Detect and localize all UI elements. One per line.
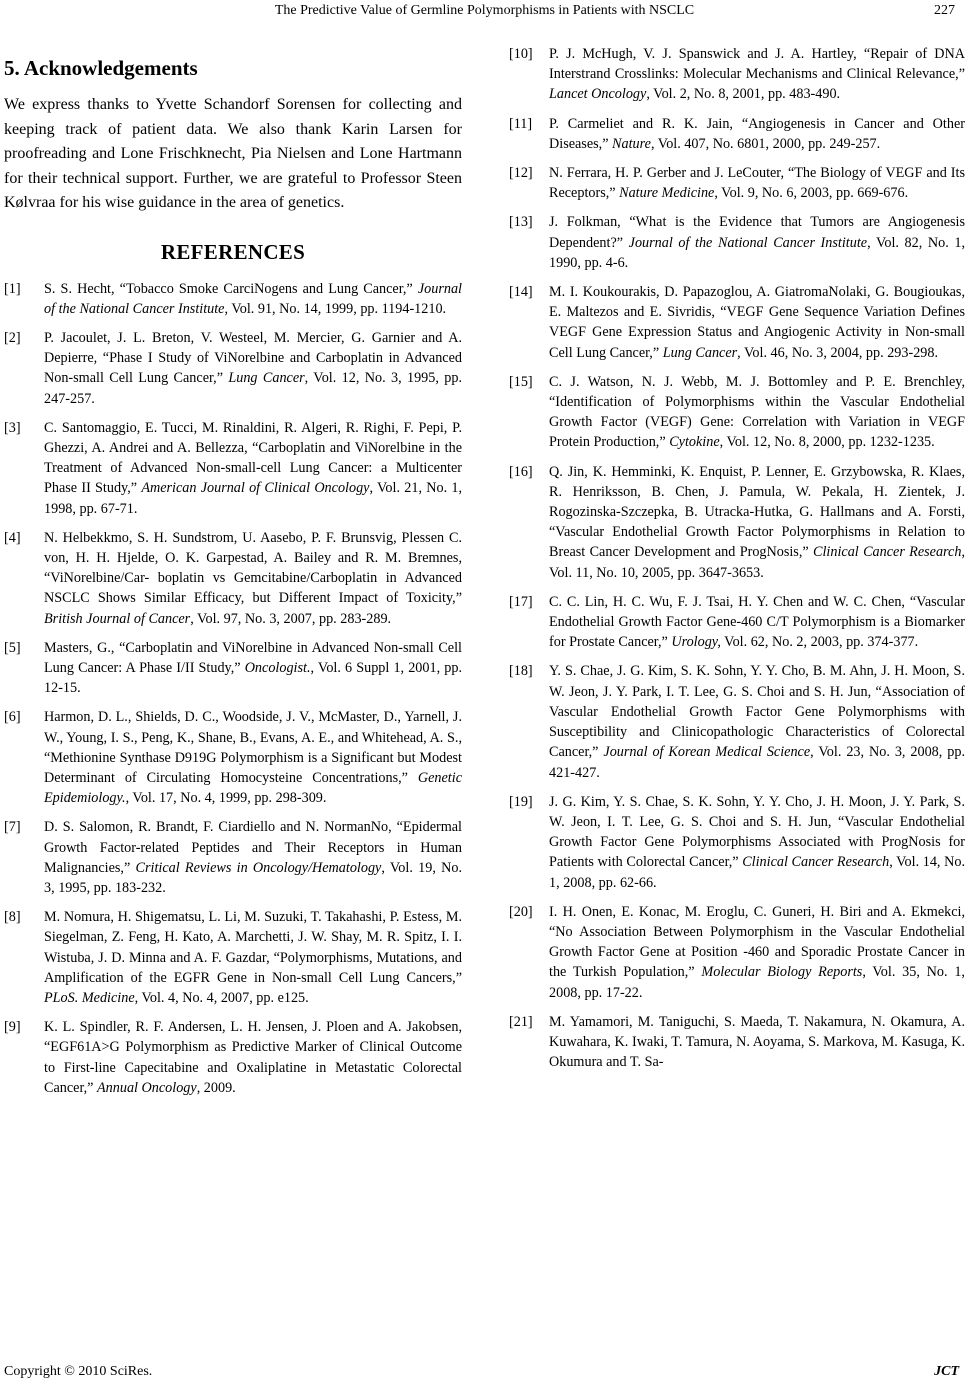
reference-journal: Lung Cancer [228, 370, 305, 387]
acknowledgements-text: We express thanks to Yvette Schandorf Sorensen for collecting and keeping track of patient data. We also thank Karin Larsen for proofreading and Lone Frischknecht, Pia Nielsen and Lone Hartmann for their technical support. Further, we are grateful to Professor Steen Kølvraa for his wise guidance in the area of genetics. [4, 96, 462, 211]
reference-text [44, 707, 462, 808]
reference-number: [17] [509, 593, 533, 610]
reference-authors-title: M. Yamamori, M. Taniguchi, S. Maeda, T. Nakamura, N. Okamura, A. Kuwahara, K. Iwaki, T. Tamura, N. Aoyama, S. Markova, M. Kasuga, K. Okumura and T. Sa- [549, 1013, 965, 1071]
reference-journal: Journal of Korean Medical Science [603, 744, 811, 761]
reference-authors-title: M. Nomura, H. Shigematsu, L. Li, M. Suzuki, T. Takahashi, P. Estess, M. Siegelman, Z. Feng, H. Kato, A. Marchetti, J. W. Shay, M. R. Spitz, I. I. Wistuba, J. D. Minna and A. F. Gazdar, “Polymorphisms, Mutations, and Amplification of the EGFR Gene in Non-small Cell Lung Cancers,” [44, 909, 462, 986]
reference-item [4, 817, 462, 898]
reference-details: , Vol. 9, No. 6, 2003, pp. 669-676. [714, 185, 909, 202]
reference-item [509, 1012, 965, 1073]
reference-text [44, 418, 462, 519]
reference-list-left [4, 279, 462, 1099]
reference-authors-title: J. G. Kim, Y. S. Chae, S. K. Sohn, Y. Y. Cho, J. H. Moon, J. Y. Park, S. W. Jeon, I. T. Lee, G. S. Choi and S. H. Jun, “Vascular Endothelial Growth Factor Gene Polymorphisms Associated with ProgNosis for Patients with Colorectal Cancer,” [549, 793, 965, 871]
reference-number: [12] [509, 165, 533, 182]
reference-number: [16] [509, 463, 533, 480]
reference-number: [13] [509, 214, 533, 231]
reference-details: , Vol. 82, No. 1, 1990, pp. 4-6. [549, 234, 965, 271]
reference-text [44, 528, 462, 629]
reference-authors-title: Masters, G., “Carboplatin and ViNorelbine in Advanced Non-small Cell Lung Cancer: A Phase I/II Study,” [44, 639, 462, 676]
reference-item [4, 907, 462, 1008]
reference-item [509, 114, 965, 154]
reference-details: , Vol. 17, No. 4, 1999, pp. 298-309. [125, 790, 327, 807]
reference-authors-title: P. J. McHugh, V. J. Spanswick and J. A. Hartley, “Repair of DNA Interstrand Crosslinks: Molecular Mechanisms and Clinical Relevance,” [549, 46, 965, 83]
reference-item [509, 163, 965, 203]
reference-number: [18] [509, 663, 533, 680]
reference-details: , Vol. 12, No. 8, 2000, pp. 1232-1235. [719, 434, 935, 451]
reference-journal: Lancet Oncology [549, 86, 647, 103]
reference-details: , Vol. 97, No. 3, 2007, pp. 283-289. [190, 610, 392, 627]
reference-number: [9] [4, 1019, 21, 1036]
reference-authors-title: N. Helbekkmo, S. H. Sundstrom, U. Aasebo, P. F. Brunsvig, Plessen C. von, H. H. Hjelde, O. K. Garpestad, A. Bailey and R. M. Bremnes, “ViNorelbine/Car- boplatin vs Gemcitabine/Carboplatin in Advanced NSCLC Shows Similar Efficacy, but Different Impact of Toxicity,” [44, 529, 462, 607]
reference-number: [6] [4, 709, 21, 726]
reference-number: [8] [4, 909, 21, 926]
reference-authors-title: J. Folkman, “What is the Evidence that Tumors are Angiogenesis Dependent?” [549, 214, 965, 251]
reference-details: , Vol. 35, No. 1, 2008, pp. 17-22. [549, 964, 965, 1001]
reference-number: [2] [4, 329, 21, 346]
reference-journal: Nature Medicine [619, 185, 715, 202]
reference-journal: Critical Reviews in Oncology/Hematology [135, 859, 382, 876]
reference-item [509, 212, 965, 273]
running-title: The Predictive Value of Germline Polymorphisms in Patients with NSCLC [274, 3, 695, 18]
reference-text [44, 1017, 462, 1098]
reference-details: , Vol. 12, No. 3, 1995, pp. 247-257. [44, 370, 462, 407]
reference-authors-title: C. C. Lin, H. C. Wu, F. J. Tsai, H. Y. Chen and W. C. Chen, “Vascular Endothelial Growth Factor Gene-460 C/T Polymorphism is a Biomarker for Prostate Cancer,” [549, 593, 965, 651]
reference-text [549, 462, 965, 583]
reference-text [44, 638, 462, 699]
reference-item [509, 592, 965, 653]
reference-list-right [509, 44, 965, 1072]
reference-authors-title: P. Carmeliet and R. K. Jain, “Angiogenesis in Cancer and Other Diseases,” [549, 115, 965, 152]
reference-number: [1] [4, 280, 21, 297]
page-footer [0, 1364, 969, 1384]
reference-text [549, 114, 965, 154]
right-column [509, 44, 965, 1081]
reference-item [509, 372, 965, 453]
reference-item [4, 1017, 462, 1098]
reference-details: , Vol. 6 Suppl 1, 2001, pp. 12-15. [44, 659, 462, 697]
reference-authors-title: K. L. Spindler, R. F. Andersen, L. H. Jensen, J. Ploen and A. Jakobsen, “EGF61A>G Polymorphism as Predictive Marker of Clinical Outcome to First-line Capecitabine and Oxaliplatine in Metastatic Colorectal Cancer,” [44, 1019, 462, 1096]
reference-item [509, 902, 965, 1003]
reference-journal: Lung Cancer [662, 344, 738, 361]
reference-journal: Oncologist. [244, 659, 311, 676]
reference-authors-title: I. H. Onen, E. Konac, M. Eroglu, C. Guneri, H. Biri and A. Ekmekci, “No Association Between Polymorphism in the Vascular Endothelial Growth Factor Gene at Position -460 and Sporadic Prostate Cancer in the Turkish Population,” [549, 903, 965, 981]
reference-authors-title: Harmon, D. L., Shields, D. C., Woodside, J. V., McMaster, D., Yarnell, J. W., Young, I. S., Peng, K., Shane, B., Evans, A. E., and Whitehead, A. S., “Methionine Synthase D919G Polymorphism is a Significant but Modest Determinant of Circulating Homocysteine Concentrations,” [44, 709, 462, 786]
reference-item [509, 282, 965, 363]
reference-authors-title: Y. S. Chae, J. G. Kim, S. K. Sohn, Y. Y. Cho, B. M. Ahn, J. H. Moon, S. W. Jeon, J. Y. Park, I. T. Lee, G. S. Choi and S. H. Jun, “Association of Vascular Endothelial Growth Factor Gene Polymorphisms with Susceptibility and Clinicopathologic Characteristics of Colorectal Cancer,” [549, 663, 965, 761]
page-number: 227 [934, 3, 955, 18]
reference-authors-title: D. S. Salomon, R. Brandt, F. Ciardiello and N. NormanNo, “Epidermal Growth Factor-related Peptides and Their Receptors in Human Malignancies,” [44, 819, 462, 876]
reference-details: , Vol. 21, No. 1, 1998, pp. 67-71. [44, 480, 462, 517]
reference-text [44, 279, 462, 319]
reference-details: Vol. 62, No. 2, 2003, pp. 374-377. [720, 634, 919, 651]
reference-text [549, 902, 965, 1003]
page-header [0, 0, 969, 26]
reference-authors-title: N. Ferrara, H. P. Gerber and J. LeCouter, “The Biology of VEGF and Its Receptors,” [549, 165, 965, 202]
reference-text [549, 661, 965, 782]
reference-text [44, 907, 462, 1008]
reference-details: , Vol. 19, No. 3, 1995, pp. 183-232. [44, 859, 462, 896]
reference-journal: PLoS. Medicine [44, 990, 135, 1006]
reference-text [549, 372, 965, 453]
reference-item [4, 528, 462, 629]
reference-number: [21] [509, 1013, 533, 1030]
reference-journal: Molecular Biology Reports [701, 964, 863, 981]
reference-number: [11] [509, 115, 533, 132]
reference-journal: Journal of the National Cancer Institute [44, 280, 462, 317]
reference-text [549, 592, 965, 653]
reference-journal: Journal of the National Cancer Institute [628, 234, 868, 251]
reference-number: [19] [509, 793, 533, 810]
reference-item [4, 638, 462, 699]
reference-details: , Vol. 407, No. 6801, 2000, pp. 249-257. [650, 135, 881, 152]
reference-text [549, 163, 965, 203]
references-heading: REFERENCES [160, 239, 306, 264]
reference-authors-title: C. J. Watson, N. J. Webb, M. J. Bottomley and P. E. Brenchley, “Identification of Polymorphisms within the Vascular Endothelial Growth Factor (VEGF) Gene: Correlation with Variation in VEGF Protein Production,” [549, 373, 965, 451]
reference-text [549, 212, 965, 273]
reference-journal: Nature [612, 135, 651, 152]
acknowledgements-heading: 5. Acknowledgements [4, 56, 198, 80]
reference-item [509, 44, 965, 105]
reference-authors-title: M. I. Koukourakis, D. Papazoglou, A. GiatromaNolaki, G. Bougioukas, E. Maltezos and E. Sivridis, “VEGF Gene Sequence Variation Defines VEGF Gene Expression Status and Angiogenic Activity in Non-small Cell Lung Cancer,” [549, 284, 965, 361]
reference-authors-title: C. Santomaggio, E. Tucci, M. Rinaldini, R. Algeri, R. Righi, F. Pepi, P. Ghezzi, A. Andrei and A. Bellezza, “Carboplatin and ViNorelbine in the Treatment of Advanced Non-small-cell Lung Cancer: a Multicenter Phase II Study,” [44, 419, 462, 497]
reference-number: [3] [4, 419, 21, 436]
reference-text [549, 44, 965, 105]
reference-text [44, 817, 462, 898]
reference-journal: Annual Oncology [97, 1079, 197, 1096]
reference-number: [7] [4, 819, 21, 836]
reference-journal: Genetic Epidemiology. [44, 769, 462, 807]
reference-details: , Vol. 4, No. 4, 2007, pp. e125. [134, 990, 309, 1006]
reference-details: , 2009. [196, 1079, 236, 1096]
reference-authors-title: Q. Jin, K. Hemminki, K. Enquist, P. Lenner, E. Grzybowska, R. Klaes, R. Henriksson, B. Chen, J. Pamula, W. Pekala, H. Zientek, J. Rogozinska-Szczepka, B. Utracka-Hutka, G. Hallmans and A. Forsti, “Vascular Endothelial Growth Factor Polymorphisms in Relation to Breast Cancer Development and ProgNosis,” [549, 463, 965, 561]
reference-item [509, 792, 965, 893]
left-column [4, 44, 462, 1107]
reference-number: [4] [4, 529, 21, 546]
reference-item [4, 328, 462, 409]
reference-details: , Vol. 2, No. 8, 2001, pp. 483-490. [646, 86, 841, 103]
reference-journal: British Journal of Cancer [44, 610, 191, 627]
copyright-notice: Copyright © 2010 SciRes. [4, 1364, 153, 1379]
journal-tag: JCT [934, 1364, 959, 1379]
reference-journal: Urology, [671, 634, 721, 651]
reference-item [4, 707, 462, 808]
reference-authors-title: P. Jacoulet, J. L. Breton, V. Westeel, M. Mercier, G. Garnier and A. Depierre, “Phase I Study of ViNorelbine and Carboplatin in Advanced Non-small Cell Lung Cancer,” [44, 329, 462, 387]
reference-journal: American Journal of Clinical Oncology [141, 480, 370, 497]
reference-number: [15] [509, 373, 533, 390]
reference-number: [10] [509, 46, 533, 62]
reference-item [4, 418, 462, 519]
reference-text [549, 1012, 965, 1073]
reference-details: , Vol. 11, No. 10, 2005, pp. 3647-3653. [549, 544, 965, 581]
reference-text [549, 792, 965, 893]
reference-details: , Vol. 91, No. 14, 1999, pp. 1194-1210. [224, 300, 447, 317]
reference-number: [5] [4, 639, 21, 656]
reference-number: [20] [509, 903, 533, 920]
reference-details: , Vol. 46, No. 3, 2004, pp. 293-298. [737, 344, 939, 361]
reference-item [509, 462, 965, 583]
reference-text [44, 328, 462, 409]
reference-authors-title: S. S. Hecht, “Tobacco Smoke CarciNogens and Lung Cancer,” [44, 280, 418, 297]
reference-text [549, 282, 965, 363]
reference-journal: Clinical Cancer Research [813, 544, 962, 561]
reference-item [4, 279, 462, 319]
reference-details: , Vol. 23, No. 3, 2008, pp. 421-427. [549, 744, 965, 781]
reference-number: [14] [509, 284, 533, 301]
reference-item [509, 661, 965, 782]
reference-details: , Vol. 14, No. 1, 2008, pp. 62-66. [549, 854, 965, 891]
reference-journal: Cytokine [669, 434, 720, 451]
reference-journal: Clinical Cancer Research [742, 854, 890, 871]
